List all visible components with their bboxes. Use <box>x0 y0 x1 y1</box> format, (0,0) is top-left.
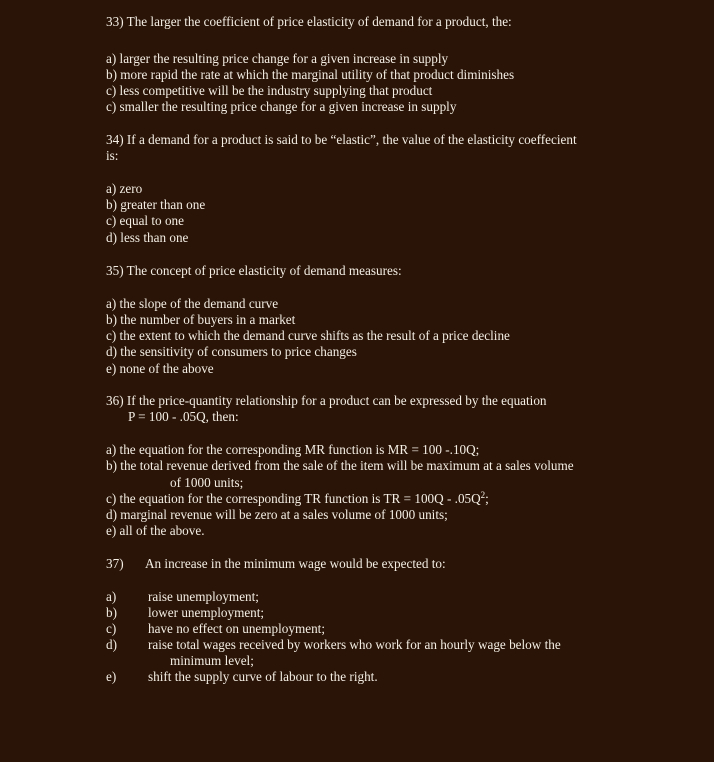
q37-option-a-text: raise unemployment; <box>148 589 259 604</box>
q37-option-e-text: shift the supply curve of labour to the right. <box>148 669 378 684</box>
q35-option-d: d) the sensitivity of consumers to price changes <box>106 344 357 359</box>
q37-option-d <box>106 637 561 653</box>
q35-option-a: a) the slope of the demand curve <box>106 296 279 311</box>
q36-option-c-end: ; <box>485 491 489 506</box>
q35-option-b: b) the number of buyers in a market <box>106 312 296 327</box>
question-36-stem: 36) If the price-quantity relationship for a product can be expressed by the equation <box>106 393 547 408</box>
q35-option-c: c) the extent to which the demand curve shifts as the result of a price decline <box>106 328 510 343</box>
q36-option-c-exponent: 2 <box>480 490 486 500</box>
question-33-stem: 33) The larger the coefficient of price elasticity of demand for a product, the: <box>106 14 512 29</box>
q33-option-c: c) less competitive will be the industry supplying that product <box>106 83 433 98</box>
q37-option-c-text: have no effect on unemployment; <box>148 621 326 636</box>
q37-option-a-label: a) <box>106 589 117 604</box>
q37-option-d-text: raise total wages received by workers who work for an hourly wage below the <box>148 637 561 652</box>
q36-option-b: b) the total revenue derived from the sale of the item will be maximum at a sales volume <box>106 458 574 473</box>
q37-option-e-label: e) <box>106 669 117 684</box>
q36-option-b-cont: of 1000 units; <box>170 475 244 490</box>
q33-option-d: c) smaller the resulting price change for a given increase in supply <box>106 99 457 114</box>
q36-option-a: a) the equation for the corresponding MR function is MR = 100 -.10Q; <box>106 442 480 457</box>
question-34-stem-cont: is: <box>106 148 119 163</box>
q37-option-c <box>106 621 325 637</box>
q36-option-c-text: c) the equation for the corresponding TR function is TR = 100Q - .05Q <box>106 491 481 506</box>
q33-option-b: b) more rapid the rate at which the marginal utility of that product diminishes <box>106 67 515 82</box>
q34-option-d: d) less than one <box>106 230 189 245</box>
question-37-number: 37) <box>106 556 124 571</box>
q36-option-d: d) marginal revenue will be zero at a sales volume of 1000 units; <box>106 507 448 522</box>
q37-option-b <box>106 605 264 621</box>
q36-option-c <box>106 491 489 507</box>
q37-option-d-cont: minimum level; <box>170 653 254 668</box>
q36-option-e: e) all of the above. <box>106 523 205 538</box>
q34-option-c: c) equal to one <box>106 213 184 228</box>
q37-option-c-label: c) <box>106 621 117 636</box>
q37-option-b-label: b) <box>106 605 117 620</box>
q37-option-b-text: lower unemployment; <box>148 605 265 620</box>
q37-option-e <box>106 669 378 685</box>
q37-option-a <box>106 589 259 605</box>
q35-option-e: e) none of the above <box>106 361 214 376</box>
question-35-stem: 35) The concept of price elasticity of demand measures: <box>106 263 402 278</box>
q34-option-a: a) zero <box>106 181 143 196</box>
question-36-equation: P = 100 - .05Q, then: <box>128 409 239 424</box>
question-37-stem: An increase in the minimum wage would be expected to: <box>145 556 446 571</box>
q37-option-d-label: d) <box>106 637 117 652</box>
question-34-stem: 34) If a demand for a product is said to be “elastic”, the value of the elasticity coeffecient <box>106 132 577 147</box>
q34-option-b: b) greater than one <box>106 197 206 212</box>
q33-option-a: a) larger the resulting price change for a given increase in supply <box>106 51 449 66</box>
